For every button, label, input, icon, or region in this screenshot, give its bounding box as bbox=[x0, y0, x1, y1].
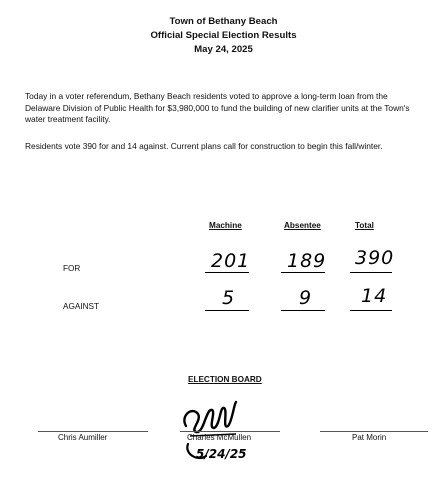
against-total-underline bbox=[350, 310, 392, 311]
handwritten-signature bbox=[176, 396, 248, 468]
against-machine-underline bbox=[205, 310, 249, 311]
for-total-count: 390 bbox=[355, 247, 395, 269]
document-title: Official Special Election Results bbox=[150, 30, 297, 41]
row-label-against: AGAINST bbox=[63, 302, 99, 311]
against-absentee-underline bbox=[281, 310, 325, 311]
signature-date: 5/24/25 bbox=[196, 447, 247, 461]
signature-line-mcmullen bbox=[180, 431, 280, 432]
for-absentee-underline bbox=[281, 272, 325, 273]
against-absentee-count: 9 bbox=[299, 287, 313, 309]
results-summary-paragraph: Residents vote 390 for and 14 against. Current plans call for construction to begin this fall/winter. bbox=[25, 141, 383, 151]
board-member-mcmullen: Charles McMullen bbox=[187, 433, 252, 442]
announcement-paragraph: Today in a voter referendum, Bethany Beach residents voted to approve a long-term loan from the Delaware Division of Public Health for $3,980,000 to fund the building of new clarifier units at the Town's water treatment facility. bbox=[25, 91, 410, 125]
row-label-for: FOR bbox=[63, 264, 81, 273]
election-date: May 24, 2025 bbox=[194, 44, 253, 55]
for-machine-count: 201 bbox=[211, 250, 251, 272]
against-machine-count: 5 bbox=[222, 287, 236, 309]
signature-line-aumiller bbox=[38, 431, 148, 432]
signature-line-morin bbox=[320, 431, 428, 432]
for-absentee-count: 189 bbox=[287, 250, 327, 272]
column-header-absentee: Absentee bbox=[284, 221, 321, 230]
for-machine-underline bbox=[205, 272, 249, 273]
column-header-total: Total bbox=[355, 221, 374, 230]
for-total-underline bbox=[350, 272, 392, 273]
town-name: Town of Bethany Beach bbox=[169, 16, 278, 27]
column-header-machine: Machine bbox=[209, 221, 242, 230]
against-total-count: 14 bbox=[361, 285, 388, 307]
board-member-aumiller: Chris Aumiller bbox=[58, 433, 108, 442]
board-member-morin: Pat Morin bbox=[352, 433, 387, 442]
election-board-title: ELECTION BOARD bbox=[188, 375, 262, 384]
